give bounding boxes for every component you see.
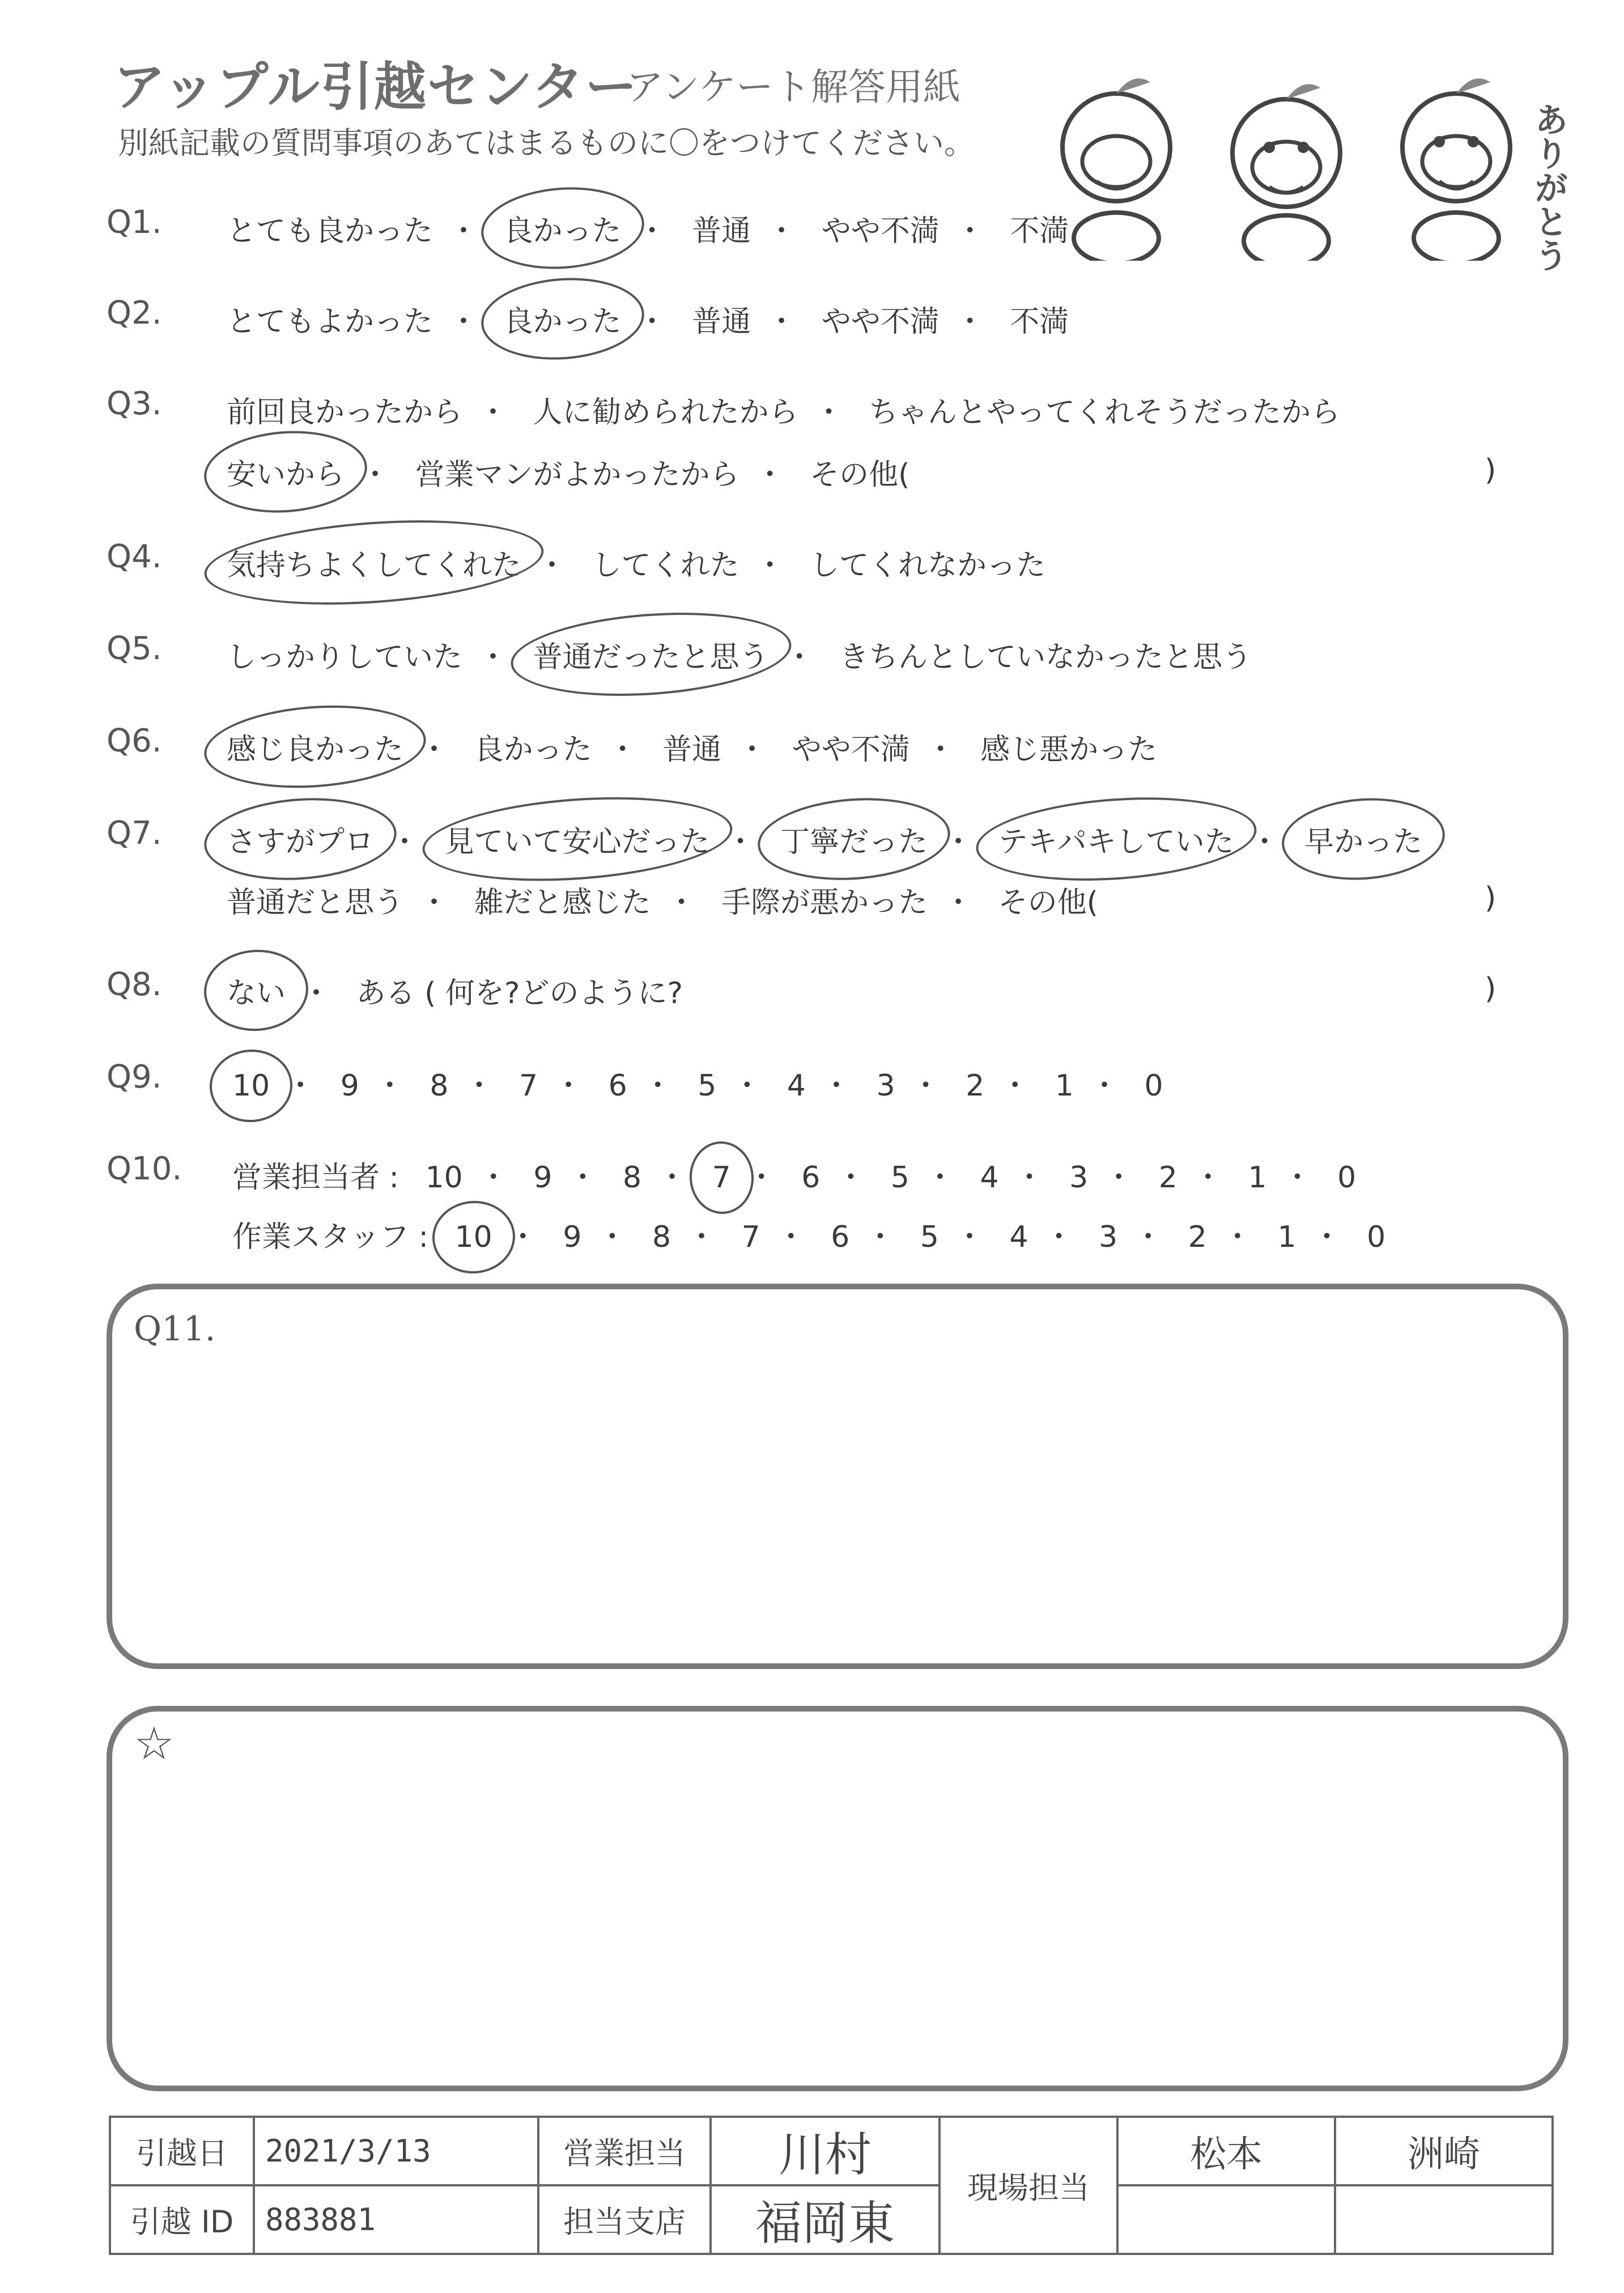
q6-label: Q6.: [107, 723, 162, 759]
instruction-text: 別紙記載の質問事項のあてはまるものに〇をつけてください。: [118, 125, 975, 161]
q7-option-selected[interactable]: 丁寧だった: [780, 818, 928, 860]
q7-option-selected[interactable]: 見ていて安心だった: [445, 818, 710, 860]
q4-option[interactable]: してくれた: [592, 549, 739, 583]
q10-staff-label: 作業スタッフ :: [232, 1220, 429, 1254]
move-id-label: 引越 ID: [110, 2185, 254, 2254]
q10-staff-score[interactable]: 1: [1277, 1220, 1296, 1254]
q9-score[interactable]: 6: [608, 1069, 627, 1103]
q1-option[interactable]: 普通: [692, 214, 751, 248]
q10-staff-score[interactable]: 4: [1009, 1220, 1028, 1254]
q9-score[interactable]: 9: [340, 1069, 359, 1103]
site-staff-2[interactable]: 洲崎: [1335, 2117, 1553, 2185]
move-info-table: [109, 2116, 1554, 2255]
q5-option[interactable]: しっかりしていた: [227, 640, 463, 674]
q2-options: とてもよかった ・ 良かった ・ 普通 ・ やや不満 ・ 不満: [227, 298, 1069, 340]
q3-close-paren: ): [1485, 453, 1497, 487]
q3-option[interactable]: 人に勧められたから: [533, 396, 798, 430]
q9-score[interactable]: 2: [966, 1069, 985, 1103]
q10-sales-score[interactable]: 10: [425, 1161, 463, 1195]
q10-staff-score-selected[interactable]: 10: [454, 1220, 492, 1254]
q2-option[interactable]: やや不満: [821, 305, 939, 339]
q3-options-line1: 前回良かったから ・ 人に勧められたから ・ ちゃんとやってくれそうだったから: [227, 388, 1340, 431]
q5-option-selected[interactable]: 普通だったと思う: [533, 633, 769, 676]
monkey-mascot-icon: [1043, 68, 1553, 261]
q9-score[interactable]: 0: [1144, 1069, 1163, 1103]
q3-option[interactable]: 営業マンがよかったから: [415, 458, 739, 492]
site-staff-empty-2[interactable]: [1335, 2185, 1553, 2254]
q3-option-other[interactable]: その他(: [810, 458, 910, 492]
q10-sales-score[interactable]: 3: [1069, 1161, 1089, 1195]
q7-option[interactable]: 普通だと思う: [227, 886, 404, 920]
q1-option[interactable]: とても良かった: [227, 214, 433, 248]
q4-label: Q4.: [107, 538, 162, 575]
q6-option[interactable]: 感じ悪かった: [980, 733, 1158, 767]
q10-sales-label: 営業担当者 :: [232, 1161, 399, 1195]
q1-option[interactable]: やや不満: [821, 214, 939, 248]
q9-score[interactable]: 1: [1055, 1069, 1074, 1103]
q5-options: しっかりしていた ・ 普通だったと思う ・ きちんとしていなかったと思う: [227, 633, 1252, 676]
q10-sales-score[interactable]: 4: [980, 1161, 999, 1195]
q6-option-selected[interactable]: 感じ良かった: [227, 725, 403, 768]
q9-score[interactable]: 7: [519, 1069, 538, 1103]
q4-option[interactable]: してくれなかった: [810, 549, 1046, 583]
q10-sales-score[interactable]: 9: [533, 1161, 552, 1195]
q6-option[interactable]: 良かった: [474, 733, 592, 767]
q7-options-line2: 普通だと思う ・ 雑だと感じた ・ 手際が悪かった ・ その他(: [227, 878, 1098, 921]
q6-option[interactable]: やや不満: [792, 733, 910, 767]
q11-comment-box[interactable]: [107, 1284, 1568, 1669]
q7-option[interactable]: 手際が悪かった: [721, 886, 928, 920]
q2-option[interactable]: 普通: [692, 305, 751, 339]
q6-options: 感じ良かった ・ 良かった ・ 普通 ・ やや不満 ・ 感じ悪かった: [227, 725, 1157, 768]
q8-close-paren: ): [1485, 972, 1497, 1006]
q1-label: Q1.: [107, 204, 162, 241]
site-staff-empty-1[interactable]: [1117, 2185, 1335, 2254]
q1-option-selected[interactable]: 良かった: [504, 207, 622, 249]
q3-option[interactable]: ちゃんとやってくれそうだったから: [869, 396, 1341, 430]
q2-option[interactable]: とてもよかった: [227, 305, 433, 339]
q4-option-selected[interactable]: 気持ちよくしてくれた: [227, 541, 521, 584]
q10-staff-score[interactable]: 3: [1099, 1220, 1118, 1254]
q8-options: ない ・ ある ( 何を?どのように?: [227, 969, 683, 1012]
branch-value[interactable]: 福岡東: [711, 2185, 939, 2254]
q10-staff-score[interactable]: 7: [741, 1220, 760, 1254]
form-title: アンケート解答用紙: [626, 65, 961, 109]
q3-option-selected[interactable]: 安いから: [227, 451, 345, 493]
move-date-value[interactable]: 2021/3/13: [254, 2117, 538, 2185]
q7-option-selected[interactable]: テキパキしていた: [998, 818, 1234, 860]
q10-staff-score[interactable]: 0: [1367, 1220, 1386, 1254]
q10-staff-row: 作業スタッフ : 10 ・ 9 ・ 8 ・ 7 ・ 6 ・ 5 ・ 4 ・ 3 ・ 2 ・ 1 ・ 0: [232, 1213, 1385, 1255]
q10-staff-score[interactable]: 9: [563, 1220, 582, 1254]
q8-option[interactable]: ある ( 何を?どのように?: [356, 976, 683, 1010]
q7-option-other[interactable]: その他(: [998, 886, 1098, 920]
q10-label: Q10.: [107, 1150, 182, 1187]
q7-close-paren: ): [1485, 881, 1497, 915]
q10-sales-score[interactable]: 5: [890, 1161, 909, 1195]
company-title: アップル引越センター: [113, 57, 639, 117]
q3-options-line2: 安いから ・ 営業マンがよかったから ・ その他(: [227, 451, 909, 493]
q9-scale: 10 ・ 9 ・ 8 ・ 7 ・ 6 ・ 5 ・ 4 ・ 3 ・ 2 ・ 1 ・ 0: [232, 1069, 1163, 1103]
q1-options: とても良かった ・ 良かった ・ 普通 ・ やや不満 ・ 不満: [227, 207, 1069, 249]
mascot-thanks-text: ありがとう: [1529, 102, 1568, 272]
q1-option[interactable]: 不満: [1010, 214, 1069, 248]
q8-option-selected[interactable]: ない: [227, 969, 286, 1012]
q10-staff-score[interactable]: 6: [831, 1220, 850, 1254]
q2-option[interactable]: 不満: [1010, 305, 1069, 339]
q7-option[interactable]: 雑だと感じた: [474, 886, 651, 920]
q9-score-selected[interactable]: 10: [232, 1069, 270, 1103]
branch-label: 担当支店: [538, 2185, 711, 2254]
q3-option[interactable]: 前回良かったから: [227, 396, 463, 430]
site-staff-1[interactable]: 松本: [1117, 2117, 1335, 2185]
q7-option-selected[interactable]: 早かった: [1304, 818, 1422, 860]
move-id-value[interactable]: 883881: [254, 2185, 538, 2254]
q10-sales-row: 営業担当者 : 10 ・ 9 ・ 8 ・ 7 ・ 6 ・ 5 ・ 4 ・ 3 ・ 2 ・ 1 ・ 0: [232, 1153, 1356, 1196]
star-icon: ☆: [134, 1717, 175, 1770]
q10-sales-score[interactable]: 0: [1337, 1161, 1357, 1195]
q8-label: Q8.: [107, 966, 162, 1003]
q7-options-line1: さすがプロ ・ 見ていて安心だった ・ 丁寧だった ・ テキパキしていた ・ 早かった: [227, 818, 1422, 860]
move-date-label: 引越日: [110, 2117, 254, 2185]
q7-label: Q7.: [107, 815, 162, 852]
q10-sales-score-selected[interactable]: 7: [712, 1161, 731, 1195]
q7-option-selected[interactable]: さすがプロ: [227, 818, 374, 860]
q9-score[interactable]: 3: [876, 1069, 895, 1103]
q9-label: Q9.: [107, 1059, 162, 1095]
q10-sales-score[interactable]: 8: [622, 1161, 642, 1195]
site-rep-label: 現場担当: [939, 2117, 1117, 2254]
q10-sales-score[interactable]: 2: [1158, 1161, 1177, 1195]
q11-label: Q11.: [134, 1309, 216, 1349]
q10-sales-score[interactable]: 1: [1248, 1161, 1267, 1195]
q10-sales-score[interactable]: 6: [801, 1161, 820, 1195]
q9-score[interactable]: 8: [430, 1069, 449, 1103]
star-comment-box[interactable]: [107, 1706, 1568, 2091]
q9-score[interactable]: 5: [698, 1069, 717, 1103]
q10-staff-score[interactable]: 5: [920, 1220, 939, 1254]
q2-option-selected[interactable]: 良かった: [504, 298, 622, 340]
q10-staff-score[interactable]: 8: [652, 1220, 671, 1254]
q6-option[interactable]: 普通: [662, 733, 722, 767]
q4-options: 気持ちよくしてくれた ・ してくれた ・ してくれなかった: [227, 541, 1045, 584]
q5-label: Q5.: [107, 630, 162, 667]
sales-rep-label: 営業担当: [538, 2117, 711, 2185]
q3-label: Q3.: [107, 385, 162, 422]
q10-staff-score[interactable]: 2: [1188, 1220, 1207, 1254]
q9-score[interactable]: 4: [787, 1069, 806, 1103]
q2-label: Q2.: [107, 295, 162, 332]
sales-rep-value[interactable]: 川村: [711, 2117, 939, 2185]
q5-option[interactable]: きちんとしていなかったと思う: [839, 640, 1252, 674]
